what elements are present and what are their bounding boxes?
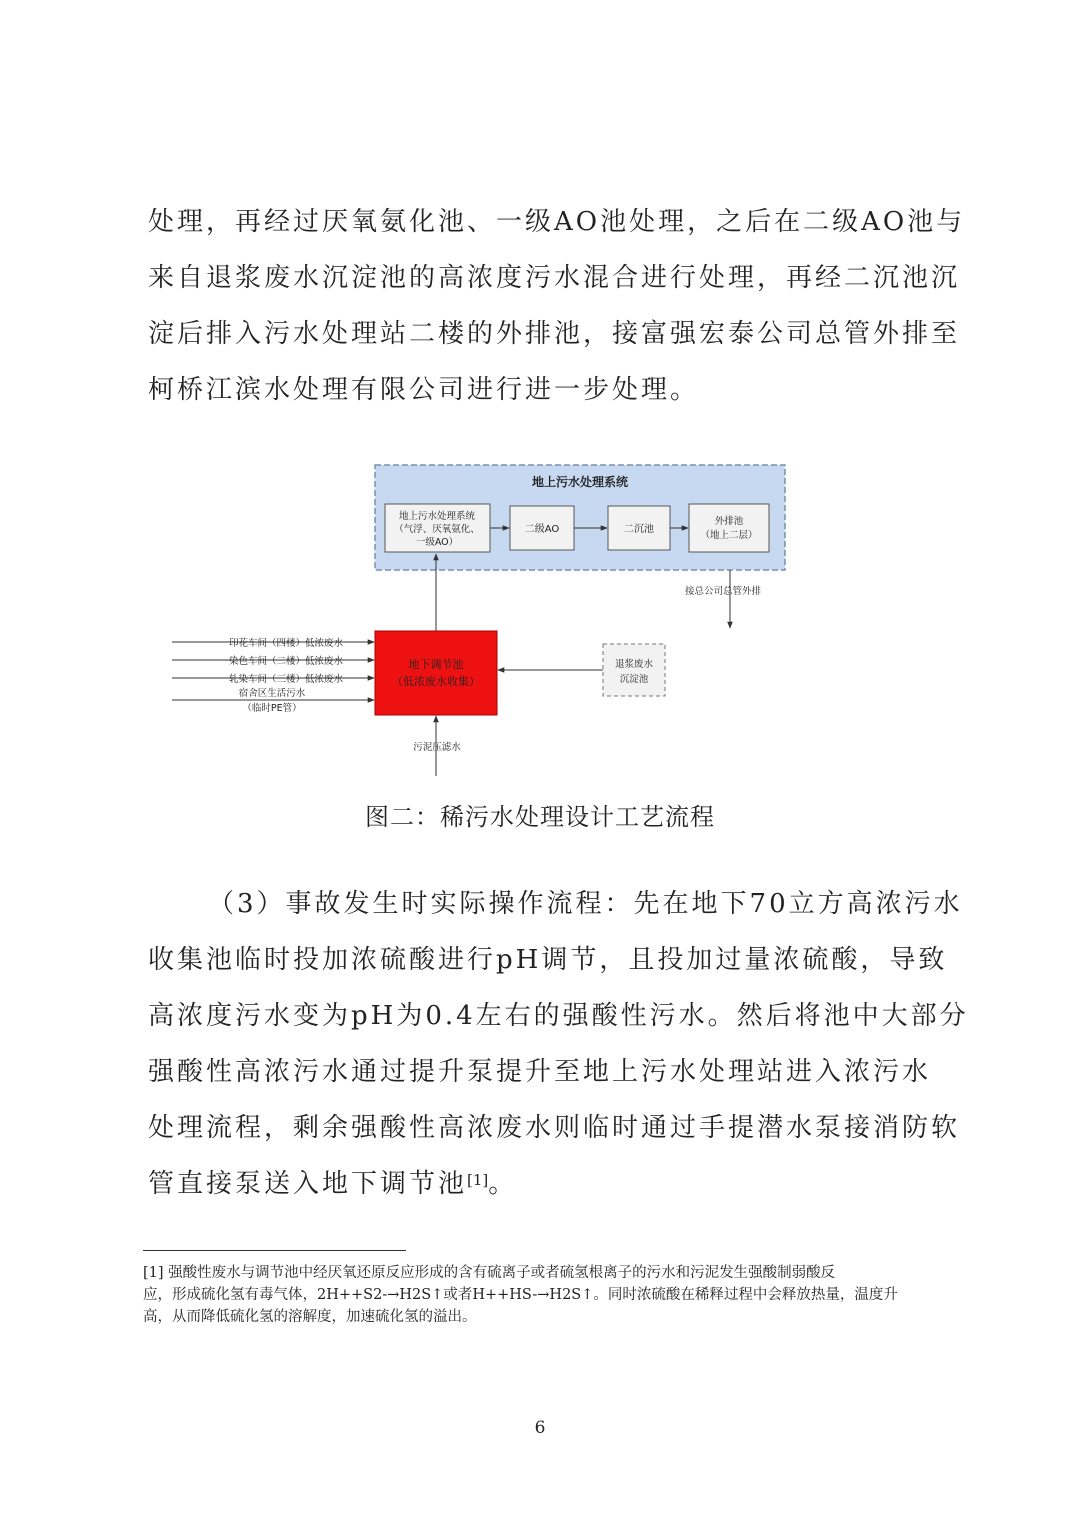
tank-line: （低浓废水收集） <box>392 675 480 688</box>
tank-line: 地下调节池 <box>408 658 464 671</box>
footnote-line: [1] 强酸性废水与调节池中经厌氧还原反应形成的含有硫离子或者硫氢根离子的污水和污泥发生强酸制弱酸反 <box>143 1265 836 1281</box>
figure-caption: 图二：稀污水处理设计工艺流程 <box>365 803 715 831</box>
box4-line: 外排池 <box>714 516 744 527</box>
settling-line: 沉淀池 <box>619 674 649 685</box>
box4-line: （地上二层） <box>700 530 758 541</box>
text-line: 柯桥江滨水处理有限公司进行进一步处理。 <box>148 375 700 405</box>
footnote <box>143 1262 943 1328</box>
outflow-label: 接总公司总管外排 <box>685 586 762 597</box>
text-line: 收集池临时投加浓硫酸进行pH调节，且投加过量浓硫酸，导致 <box>148 945 948 975</box>
text-line: 处理流程，剩余强酸性高浓废水则临时通过手提潜水泵接消防软 <box>148 1113 961 1143</box>
box1-line: （气浮、厌氧氨化、 <box>394 524 480 535</box>
text-line: 淀后排入污水处理站二楼的外排池，接富强宏泰公司总管外排至 <box>148 319 961 349</box>
box2-label: 二级AO <box>524 524 560 535</box>
text-line: 强酸性高浓污水通过提升泵提升至地上污水处理站进入浓污水 <box>148 1057 932 1087</box>
input-label: 印花车间（四楼）低浓废水 <box>228 638 343 649</box>
settling-line: 退浆废水 <box>614 659 654 670</box>
text-line: （3）事故发生时实际操作流程：先在地下70立方高浓污水 <box>208 889 963 919</box>
input-label: （临时PE管） <box>242 703 302 714</box>
input-label: 宿舍区生活污水 <box>238 688 306 699</box>
footnote-line: 应，形成硫化氢有毒气体，2H++S2-→H2S↑或者H++HS-→H2S↑。同时浓硫酸在稀释过程中会释放热量，温度升 <box>143 1287 898 1303</box>
body-paragraph-2 <box>148 876 969 1212</box>
page-number: 6 <box>534 1418 546 1438</box>
box3-label: 二沉池 <box>624 524 654 535</box>
text-line: 处理，再经过厌氧氨化池、一级AO池处理，之后在二级AO池与 <box>148 207 966 237</box>
box-discharge-pool <box>689 504 769 552</box>
footnote-reference[interactable]: [1] <box>467 1171 489 1189</box>
text-line: 管直接泵送入地下调节池 <box>148 1169 468 1199</box>
input-label: 轧染车间（三楼）低浓废水 <box>228 674 343 685</box>
text-line-last <box>148 1156 948 1212</box>
text-line: 高浓度污水变为pH为0.4左右的强酸性污水。然后将池中大部分 <box>148 1001 969 1031</box>
text-line: 来自退浆废水沉淀池的高浓度污水混合进行处理，再经二沉池沉 <box>148 263 961 293</box>
sludge-label: 污泥压滤水 <box>413 742 461 753</box>
footnote-divider <box>143 1250 406 1251</box>
underground-tank <box>375 631 497 715</box>
box1-line: 一级AO） <box>415 537 459 548</box>
process-flow-diagram <box>160 458 800 788</box>
box1-line: 地上污水处理系统 <box>398 511 476 522</box>
system-title: 地上污水处理系统 <box>531 475 629 489</box>
footnote-line: 高，从而降低硫化氢的溶解度，加速硫化氢的溢出。 <box>143 1309 477 1325</box>
settling-pool <box>603 644 665 696</box>
body-paragraph-1 <box>148 194 966 418</box>
input-label: 染色车间（二楼）低浓废水 <box>228 656 343 667</box>
end-punctuation: 。 <box>488 1169 518 1199</box>
